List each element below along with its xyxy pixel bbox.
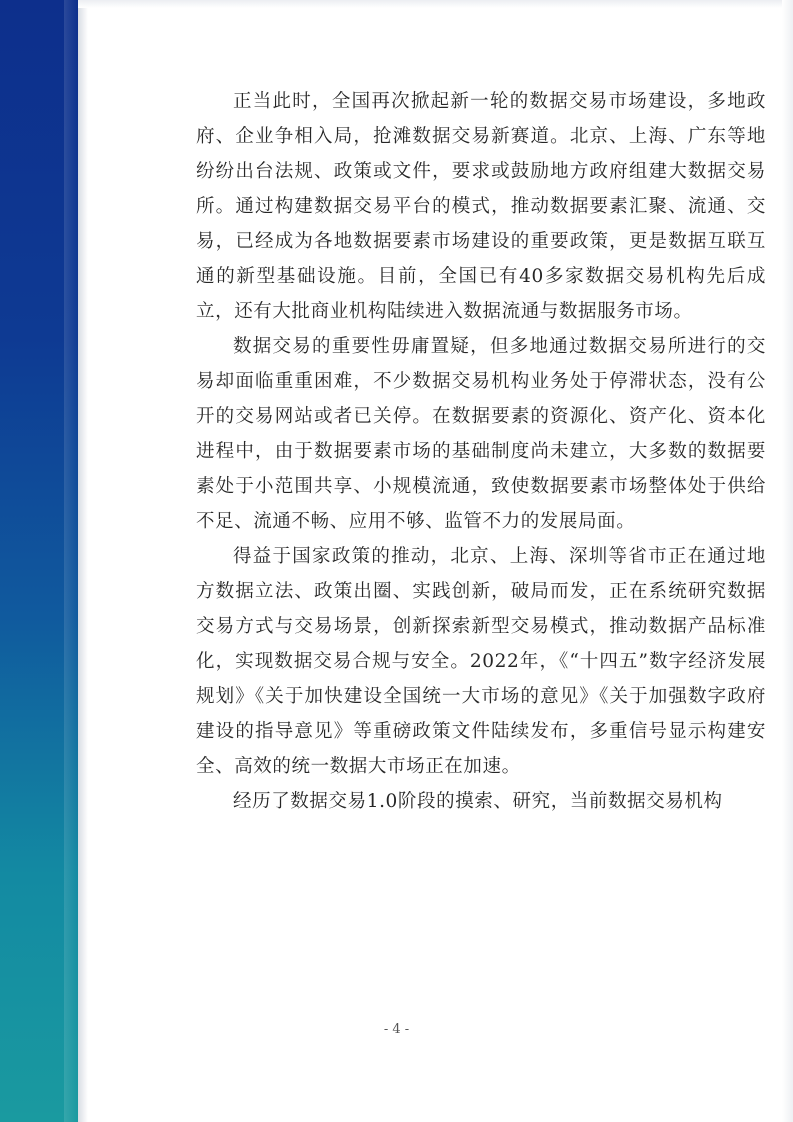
spine-highlight	[64, 0, 78, 1122]
page-number: - 4 -	[383, 1022, 410, 1037]
paragraph-4: 经历了数据交易1.0阶段的摸索、研究，当前数据交易机构	[233, 791, 723, 812]
paragraph-1: 正当此时，全国再次掀起新一轮的数据交易市场建设，多地政府、企业争相入局，抢滩数据交易新赛道。北京、上海、广东等地纷纷出台法规、政策或文件，要求或鼓励地方政府组建大数据交易所。通过构建数据交易平台的模式，推动数据要素汇聚、流通、交易，已经成为各地数据要素市场建设的重要政策，更是数据互联互通的新型基础设施。目前，全国已有40多家数据交易机构先后成立，还有大批商业机构陆续进入数据流通与数据服务市场。	[196, 91, 766, 322]
page-top-edge	[78, 0, 793, 8]
paragraph-2: 数据交易的重要性毋庸置疑，但多地通过数据交易所进行的交易却面临重重困难，不少数据交易机构业务处于停滞状态，没有公开的交易网站或者已关停。在数据要素的资源化、资产化、资本化进程中，由于数据要素市场的基础制度尚未建立，大多数的数据要素处于小范围共享、小规模流通，致使数据要素市场整体处于供给不足、流通不畅、应用不够、监管不力的发展局面。	[196, 336, 766, 532]
page-right-edge	[782, 0, 793, 1122]
paragraph-3: 得益于国家政策的推动，北京、上海、深圳等省市正在通过地方数据立法、政策出圈、实践创新，破局而发，正在系统研究数据交易方式与交易场景，创新探索新型交易模式，推动数据产品标准化，实现数据交易合规与安全。2022年，《“十四五”数字经济发展规划》《关于加快建设全国统一大市场的意见》《关于加强数字政府建设的指导意见》等重磅政策文件陆续发布，多重信号显示构建安全、高效的统一数据大市场正在加速。	[196, 546, 766, 777]
page-gutter-shadow	[78, 0, 88, 1122]
document-body	[196, 84, 766, 819]
